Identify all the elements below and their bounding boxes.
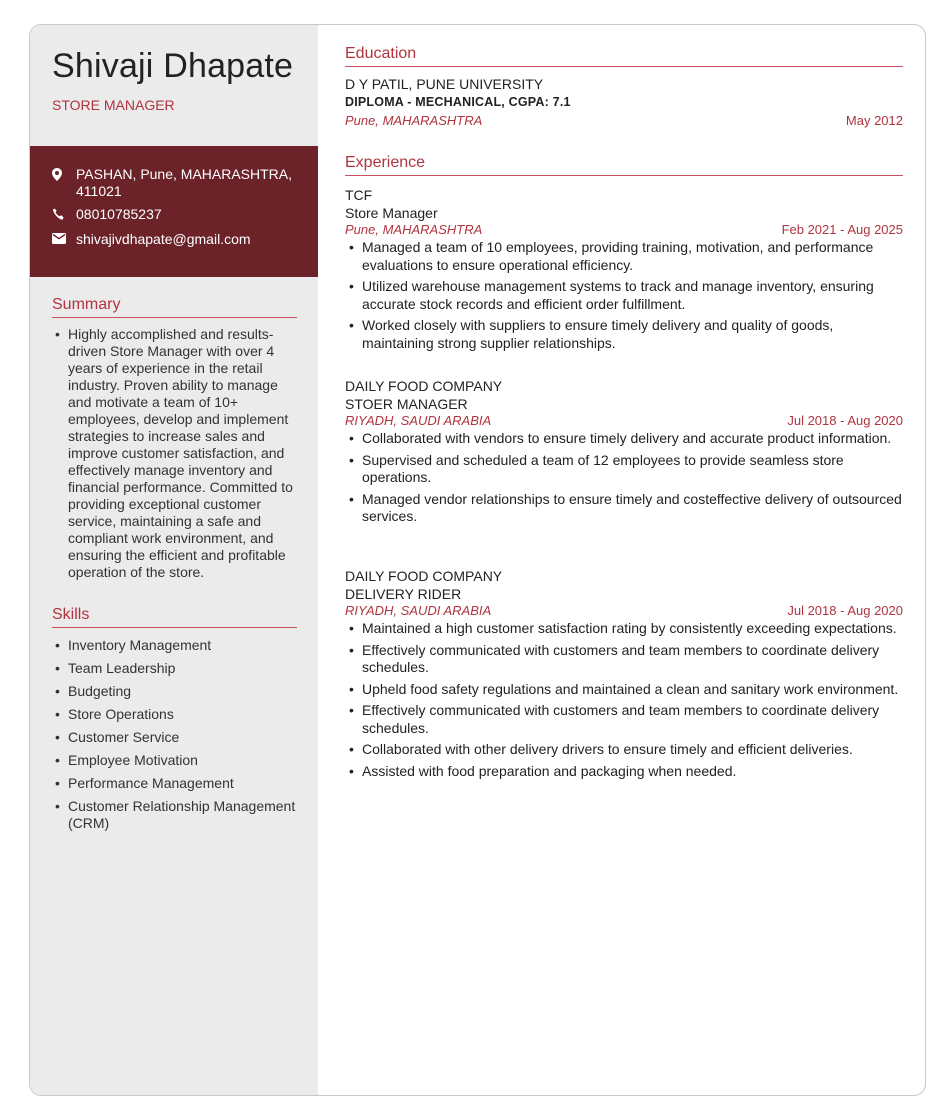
job-company: TCF	[345, 187, 373, 203]
skill-item: • Budgeting	[52, 683, 297, 700]
job-date: Jul 2018 - Aug 2020	[787, 413, 903, 428]
summary-heading: Summary	[52, 296, 297, 318]
skill-item: • Customer Relationship Management (CRM)	[52, 798, 297, 832]
sidebar	[30, 25, 318, 1095]
location-pin-icon	[52, 166, 76, 200]
summary-list	[52, 326, 297, 581]
job-bullet: • Maintained a high customer satisfaction rating by consistently exceeding expectations.	[345, 620, 903, 638]
job-bullets	[345, 239, 903, 352]
job-entry	[345, 186, 903, 356]
job-bullets	[345, 430, 903, 526]
experience-heading: Experience	[345, 154, 903, 176]
candidate-role: STORE MANAGER	[52, 97, 175, 113]
job-date: Feb 2021 - Aug 2025	[781, 222, 903, 237]
education-degree: DIPLOMA - MECHANICAL, CGPA: 7.1	[345, 95, 571, 109]
job-entry	[345, 567, 903, 784]
job-bullet: • Worked closely with suppliers to ensure timely delivery and quality of goods, maintaining strong supplier relationships.	[345, 317, 903, 352]
education-section	[345, 45, 903, 128]
education-location: Pune, MAHARASHTRA	[345, 113, 483, 128]
summary-section	[52, 296, 297, 581]
job-bullet: • Collaborated with vendors to ensure timely delivery and accurate product information.	[345, 430, 903, 448]
job-bullet: • Supervised and scheduled a team of 12 employees to provide seamless store operations.	[345, 452, 903, 487]
skills-list	[52, 637, 297, 832]
job-location: RIYADH, SAUDI ARABIA	[345, 413, 492, 428]
job-bullet: • Managed vendor relationships to ensure timely and costeffective delivery of outsourced services.	[345, 491, 903, 526]
job-bullet: • Effectively communicated with customers and team members to coordinate delivery schedules.	[345, 702, 903, 737]
skill-item: • Store Operations	[52, 706, 297, 723]
education-school: D Y PATIL, PUNE UNIVERSITY	[345, 76, 544, 92]
job-entry	[345, 377, 903, 530]
job-bullet: • Assisted with food preparation and packaging when needed.	[345, 763, 903, 781]
job-bullet: • Utilized warehouse management systems to track and manage inventory, ensuring accurate stock records and efficient order fulfillment.	[345, 278, 903, 313]
job-bullet: • Collaborated with other delivery drivers to ensure timely and efficient deliveries.	[345, 741, 903, 759]
job-location: RIYADH, SAUDI ARABIA	[345, 603, 492, 618]
skill-item: • Team Leadership	[52, 660, 297, 677]
contact-email	[52, 231, 298, 248]
skill-item: • Inventory Management	[52, 637, 297, 654]
email-text[interactable]: shivajivdhapate@gmail.com	[76, 231, 251, 247]
education-date: May 2012	[845, 113, 903, 128]
job-bullet: • Upheld food safety regulations and maintained a clean and sanitary work environment.	[345, 681, 903, 699]
summary-text: • Highly accomplished and results-driven Store Manager with over 4 years of experience in the retail industry. Proven ability to manage and motivate a team of 10+ employees, develop and implement strategies to increase sales and improve customer satisfaction, and effectively manage inventory and financial performance. Committed to providing exceptional customer service, maintaining a safe and compliant work environment, and ensuring the efficient and profitable operation of the store.	[52, 326, 297, 581]
job-meta	[345, 413, 903, 428]
contact-address	[52, 166, 298, 200]
job-meta	[345, 603, 903, 618]
job-company: DAILY FOOD COMPANY	[345, 378, 503, 394]
job-title: Store Manager	[345, 205, 438, 221]
phone-text[interactable]: 08010785237	[76, 206, 162, 222]
address-text: PASHAN, Pune, MAHARASHTRA, 411021	[76, 166, 293, 199]
skill-item: • Performance Management	[52, 775, 297, 792]
job-company: DAILY FOOD COMPANY	[345, 568, 503, 584]
resume-page	[29, 24, 926, 1096]
job-location: Pune, MAHARASHTRA	[345, 222, 483, 237]
job-meta	[345, 222, 903, 237]
contact-phone	[52, 206, 298, 223]
skills-heading: Skills	[52, 606, 297, 628]
skills-section	[52, 606, 297, 838]
job-bullet: • Managed a team of 10 employees, providing training, motivation, and performance evaluations to ensure operational efficiency.	[345, 239, 903, 274]
job-bullet: • Effectively communicated with customers and team members to coordinate delivery schedules.	[345, 642, 903, 677]
job-title: DELIVERY RIDER	[345, 586, 462, 602]
contact-block	[30, 146, 318, 277]
envelope-icon	[52, 231, 76, 248]
experience-section	[345, 154, 903, 176]
job-bullets	[345, 620, 903, 780]
skill-item: • Customer Service	[52, 729, 297, 746]
candidate-name: Shivaji Dhapate	[52, 47, 294, 85]
job-title: STOER MANAGER	[345, 396, 468, 412]
education-meta	[345, 113, 903, 128]
education-heading: Education	[345, 45, 903, 67]
phone-icon	[52, 206, 76, 223]
job-date: Jul 2018 - Aug 2020	[787, 603, 903, 618]
skill-item: • Employee Motivation	[52, 752, 297, 769]
